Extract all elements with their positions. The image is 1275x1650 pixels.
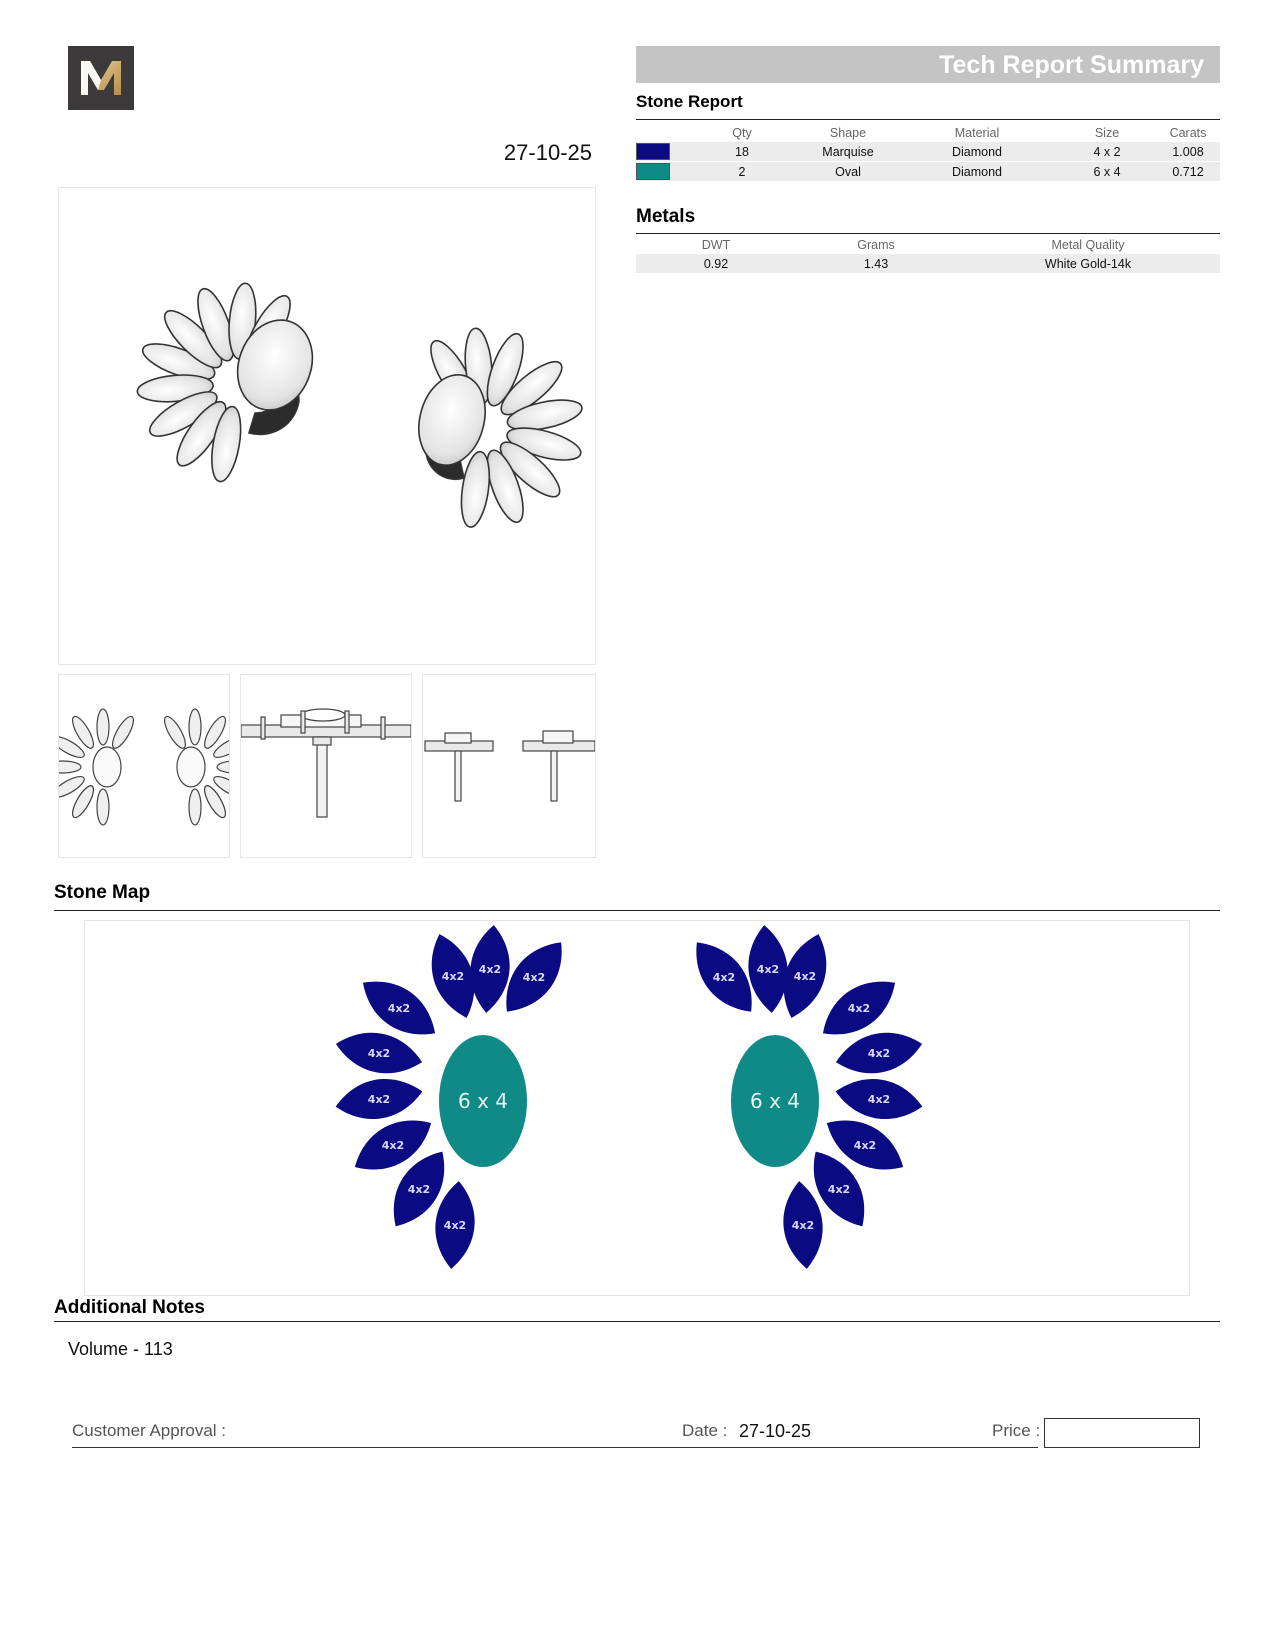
marquise-size-label: 4x2 [827,1183,851,1196]
marquise-size-label: 4x2 [381,1139,405,1152]
table-row [636,142,1220,162]
column-header: Qty [732,126,752,140]
marquise-size-label: 4x2 [793,970,817,983]
approval-date-value: 27-10-25 [739,1421,812,1441]
metals-table-header [636,236,1220,254]
stone-color-swatch [636,163,670,180]
marquise-size-label: 4x2 [367,1093,391,1106]
stone-map-heading: Stone Map [54,882,151,903]
marquise-size-label: 4x2 [847,1002,871,1015]
notes-divider [54,1321,1220,1322]
marquise-size-label: 4x2 [867,1093,891,1106]
metals-heading: Metals [636,206,696,227]
left-earring-map [332,923,577,1270]
customer-approval-label: Customer Approval : [72,1421,227,1440]
stone-table-header [636,124,1220,142]
stone-report-heading: Stone Report [636,92,743,111]
price-input-box[interactable] [1044,1418,1200,1448]
column-header: Carats [1169,126,1207,140]
price-label: Price : [992,1421,1041,1440]
shape-cell: Oval [835,164,861,179]
front-view-thumbnail [58,674,230,858]
column-header: DWT [701,238,731,252]
stone-map-divider [54,910,1220,911]
side-view-thumbnail [240,674,412,858]
oval-size-label: 6 x 4 [750,1089,800,1113]
marquise-size-label: 4x2 [522,971,546,984]
column-header: Grams [857,238,895,252]
dwt-cell: 0.92 [703,256,729,271]
marquise-size-label: 4x2 [387,1002,411,1015]
marquise-size-label: 4x2 [367,1047,391,1060]
column-header: Shape [829,126,867,140]
column-header: Size [1094,126,1120,140]
grams-cell: 1.43 [863,256,889,271]
approval-signature-line [72,1447,1038,1448]
company-logo [68,46,134,110]
marquise-size-label: 4x2 [443,1219,467,1232]
metals-table [636,236,1220,274]
carats-cell: 1.008 [1172,144,1204,159]
notes-text: Volume - 113 [68,1339,173,1359]
carats-cell: 0.712 [1172,164,1204,179]
qty-cell: 2 [738,164,746,179]
material-cell: Diamond [951,144,1003,159]
table-row [636,254,1220,274]
marquise-size-label: 4x2 [853,1139,877,1152]
column-header: Material [954,126,1000,140]
marquise-size-label: 4x2 [407,1183,431,1196]
size-cell: 4 x 2 [1093,144,1121,159]
stone-report-table [636,124,1220,182]
size-cell: 6 x 4 [1093,164,1121,179]
stone-report-divider [636,119,1220,120]
marquise-size-label: 4x2 [712,971,736,984]
back-view-thumbnail [422,674,596,858]
additional-notes-heading: Additional Notes [54,1297,205,1318]
report-date: 27-10-25 [503,140,592,165]
material-cell: Diamond [951,164,1003,179]
metals-divider [636,233,1220,234]
table-row [636,162,1220,182]
right-earring-map [682,923,927,1270]
marquise-size-label: 4x2 [441,970,465,983]
marquise-size-label: 4x2 [756,963,780,976]
marquise-size-label: 4x2 [478,963,502,976]
stone-map-diagram [84,920,1190,1296]
date-label: Date : [682,1421,728,1440]
marquise-size-label: 4x2 [867,1047,891,1060]
shape-cell: Marquise [822,144,874,159]
column-header: Metal Quality [1051,238,1125,252]
qty-cell: 18 [735,144,749,159]
oval-size-label: 6 x 4 [458,1089,508,1113]
marquise-size-label: 4x2 [791,1219,815,1232]
stone-color-swatch [636,143,670,160]
metal-quality-cell: White Gold-14k [1044,256,1132,271]
main-render-image [58,187,596,665]
report-title: Tech Report Summary [636,46,1220,83]
